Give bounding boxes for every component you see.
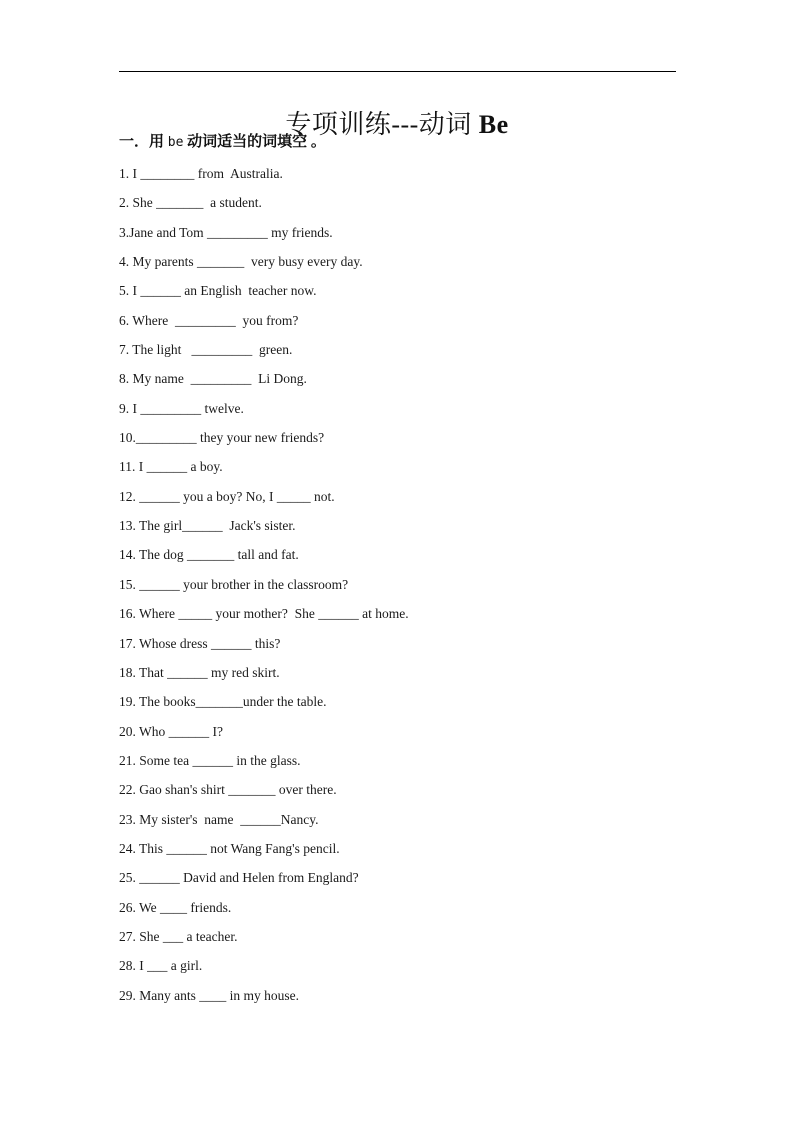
section-heading-suffix: 动词适当的词填空 。: [187, 134, 326, 150]
exercise-item: 15. ______ your brother in the classroom?: [119, 576, 349, 592]
section-heading: [119, 131, 326, 154]
exercise-item: 14. The dog _______ tall and fat.: [119, 547, 299, 563]
exercise-item: 27. She ___ a teacher.: [119, 928, 238, 944]
exercise-item: 25. ______ David and Helen from England?: [119, 870, 359, 886]
exercise-item: 26. We ____ friends.: [119, 899, 232, 915]
page-title-cjk: 专项训练---动词: [285, 110, 472, 140]
exercise-item: 1. I ________ from Australia.: [119, 166, 283, 181]
exercise-item: 24. This ______ not Wang Fang's pencil.: [119, 840, 340, 856]
header-rule: [119, 71, 676, 72]
exercise-item: 2. She _______ a student.: [119, 195, 262, 211]
exercise-item: 13. The girl______ Jack's sister.: [119, 518, 296, 534]
exercise-item: 21. Some tea ______ in the glass.: [119, 752, 301, 768]
exercise-item: 8. My name _________ Li Dong.: [119, 371, 307, 387]
exercise-item: 20. Who ______ I?: [119, 723, 223, 739]
page-title-latin: Be: [478, 110, 509, 140]
exercise-item: 23. My sister's name ______Nancy.: [119, 811, 319, 827]
exercise-item: 5. I ______ an English teacher now.: [119, 283, 317, 299]
section-heading-keyword: be: [167, 135, 184, 150]
exercise-item: 4. My parents _______ very busy every day.: [119, 254, 363, 270]
exercise-item: 16. Where _____ your mother? She ______ at home.: [119, 606, 409, 622]
exercise-item: 29. Many ants ____ in my house.: [119, 987, 299, 1003]
exercise-item: 17. Whose dress ______ this?: [119, 635, 281, 651]
exercise-item: 19. The books_______under the table.: [119, 694, 327, 710]
exercise-list: [119, 162, 679, 1013]
exercise-item: 3.Jane and Tom _________ my friends.: [119, 224, 333, 240]
exercise-item: 6. Where _________ you from?: [119, 312, 299, 328]
exercise-item: 7. The light _________ green.: [119, 342, 293, 358]
exercise-item: 22. Gao shan's shirt _______ over there.: [119, 782, 337, 798]
exercise-item: 11. I ______ a boy.: [119, 459, 223, 475]
exercise-item: 9. I _________ twelve.: [119, 400, 244, 416]
section-heading-prefix: 一．用: [119, 134, 165, 150]
exercise-item: 28. I ___ a girl.: [119, 958, 203, 974]
exercise-item: 12. ______ you a boy? No, I _____ not.: [119, 488, 335, 504]
exercise-item: 18. That ______ my red skirt.: [119, 664, 280, 680]
exercise-item: 10._________ they your new friends?: [119, 430, 325, 446]
